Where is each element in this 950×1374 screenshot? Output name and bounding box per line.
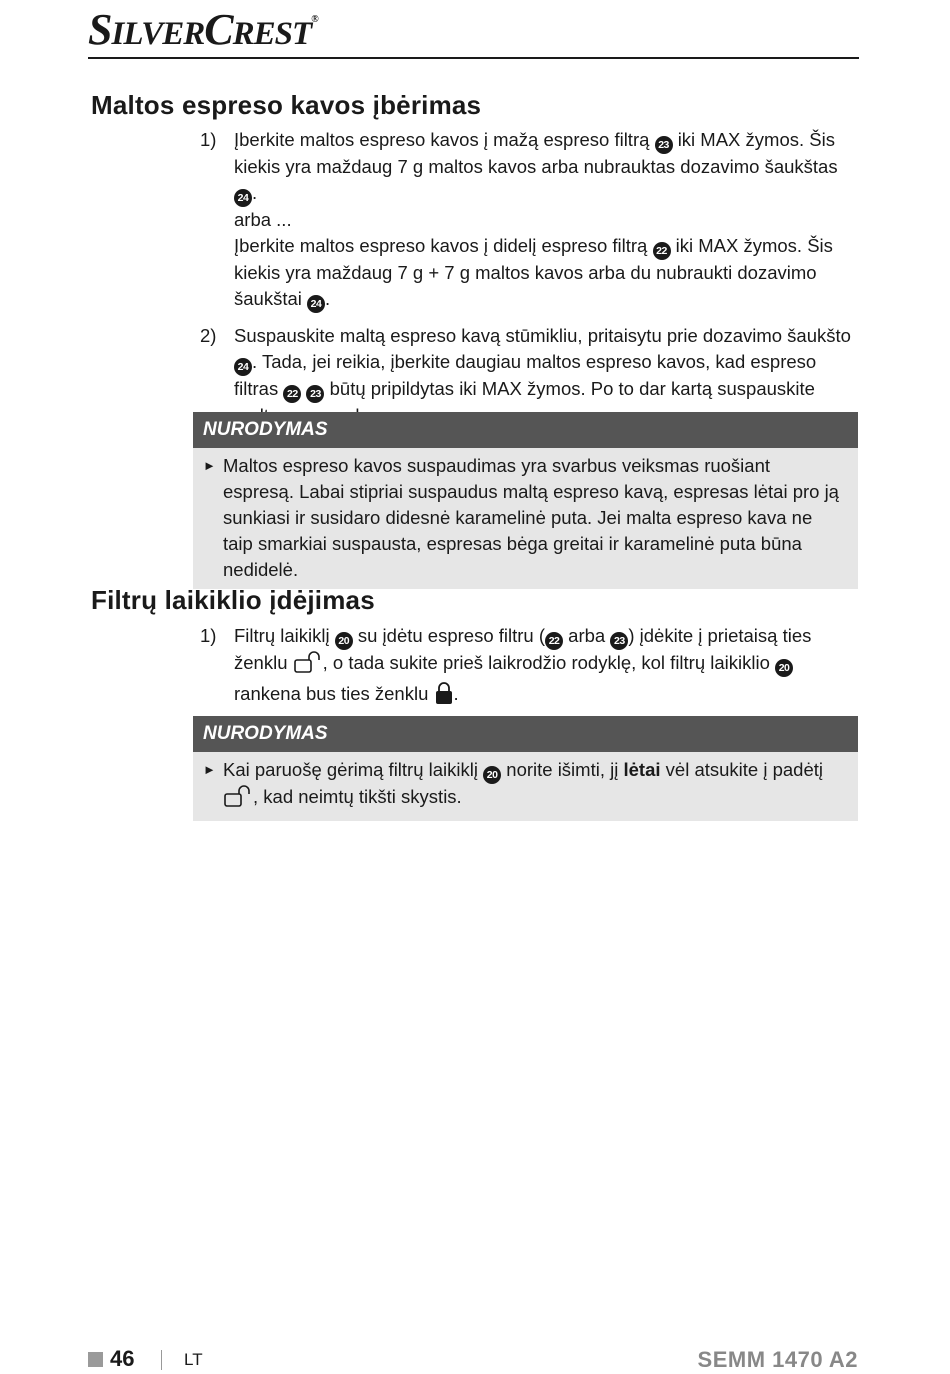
triangle-right-icon: ► [203, 458, 216, 473]
note-title: NURODYMAS [193, 412, 858, 448]
part-ref-badge: 20 [483, 766, 501, 784]
step-number: 1) [200, 129, 217, 150]
note-title: NURODYMAS [193, 716, 858, 752]
note-box-removal [193, 716, 858, 821]
part-ref-badge: 20 [775, 659, 793, 677]
steps-list-ground-coffee [200, 127, 860, 439]
step-text: Filtrų laikiklį 20 su įdėtu espreso filtru ( 22 arba 23 ) įdėkite į prietaisą ties ženklu , o tada sukite prieš laikrodžio rodyklę, kol filtrų laikiklio 20 rankena bus ties ženklu . [234, 623, 860, 712]
part-ref-badge: 20 [335, 632, 353, 650]
step-item [200, 127, 860, 313]
step-number: 1) [200, 625, 217, 646]
step-number: 2) [200, 325, 217, 346]
step-text: Įberkite maltos espreso kavos į mažą espreso filtrą 23 iki MAX žymos. Šis kiekis yra maždaug 7 g maltos kavos arba nubrauktas dozavimo šaukštas 24 . arba ... Įberkite maltos espreso kavos į didelį espreso filtrą 22 iki MAX žymos. Šis kiekis yra maždaug 7 g + 7 g maltos kavos arba du nubraukti dozavimo šaukštai 24 . [234, 127, 860, 313]
part-ref-badge: 24 [234, 189, 252, 207]
footer-divider [161, 1350, 162, 1370]
emphasis-text: lėtai [623, 759, 661, 780]
brand-logo: SILVERCREST® [88, 5, 318, 54]
header-rule [88, 57, 859, 59]
lock-open-icon [223, 784, 253, 815]
step-item [200, 623, 860, 712]
part-ref-badge: 22 [283, 385, 301, 403]
step-text: Suspauskite maltą espreso kavą stūmikliu, pritaisytu prie dozavimo šaukšto 24 . Tada, jei reikia, įberkite daugiau maltos espreso kavos, kad espreso filtras 22 23 būtų pripildytas iki MAX žymos. Po to dar kartą suspauskite [234, 323, 860, 429]
part-ref-badge: 24 [234, 358, 252, 376]
note-box-tamping [193, 412, 858, 589]
footer-square-icon [88, 1352, 103, 1367]
lock-closed-icon [434, 681, 454, 712]
part-ref-badge: 23 [610, 632, 628, 650]
note-body [193, 448, 858, 589]
note-text: Maltos espreso kavos suspaudimas yra svarbus veiksmas ruošiant espresą. Labai stipriai suspaudus maltą espreso kavą, espresas lėtai pro ją sunkiasi ir susidaro didesnė karamelinė puta. Jei malta espreso kava ne taip smarkiai suspausta, espresas bėga greitai ir karamelinė puta būna nedidelė. [223, 455, 839, 580]
steps-list-filter-holder [200, 623, 860, 722]
section-title-filter-holder: Filtrų laikiklio įdėjimas [91, 585, 375, 615]
part-ref-badge: 24 [307, 295, 325, 313]
model-number: SEMM 1470 A2 [697, 1347, 858, 1372]
note-text: Kai paruošę gėrimą filtrų laikiklį 20 norite išimti, jį lėtai vėl atsukite į padėtį , kad neimtų tikšti skystis. [223, 757, 846, 815]
lock-open-icon [293, 650, 323, 681]
note-body [193, 752, 858, 821]
triangle-right-icon: ► [203, 762, 216, 777]
page-number: 46 [110, 1346, 135, 1371]
section-title-ground-coffee: Maltos espreso kavos įbėrimas [91, 90, 482, 120]
part-ref-badge: 23 [655, 136, 673, 154]
part-ref-badge: 22 [653, 242, 671, 260]
part-ref-badge: 22 [545, 632, 563, 650]
language-code: LT [184, 1350, 203, 1369]
part-ref-badge: 23 [306, 385, 324, 403]
